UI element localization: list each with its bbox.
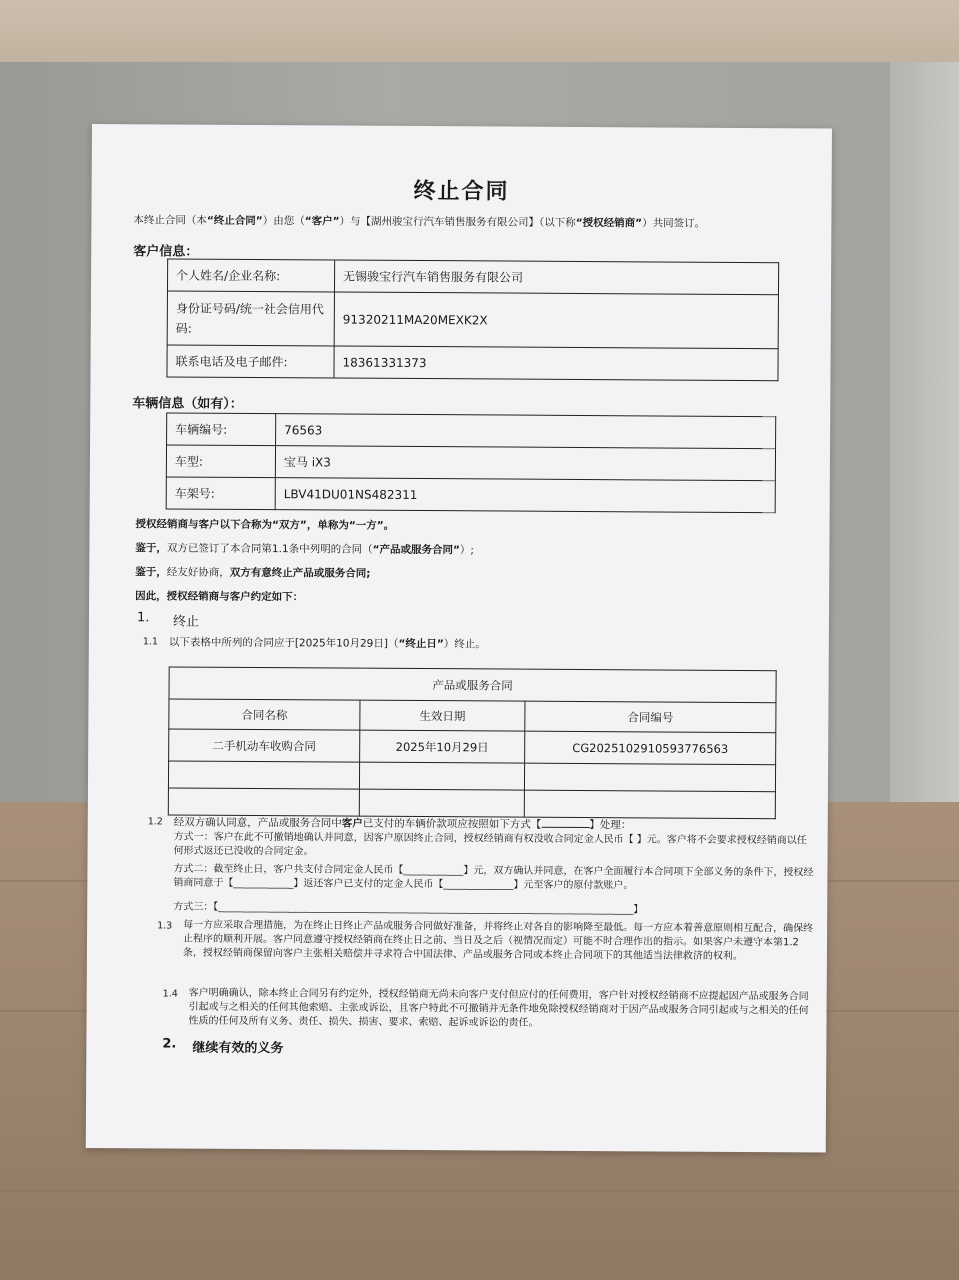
intro-term-termination-contract: “终止合同”: [206, 214, 263, 228]
vehicle-number-label: 车辆编号:: [167, 413, 276, 446]
contract-number: [524, 790, 775, 819]
method-blank: [541, 827, 589, 828]
recital-therefore: 因此，授权经销商与客户约定如下：: [135, 590, 304, 604]
contract-date: [359, 789, 524, 817]
section-1-title: 终止: [172, 614, 200, 630]
table-row: [166, 477, 775, 513]
intro-text: 本终止合同（本: [133, 214, 207, 227]
section-2-title: 继续有效的义务: [192, 1040, 284, 1057]
section-1-number: 1.: [136, 610, 150, 626]
column-header: 合同名称: [169, 699, 360, 730]
contract-number: [524, 763, 775, 792]
contract-date: [359, 762, 524, 790]
recital-text: 鉴于，: [135, 542, 167, 555]
recital-whereas-1: [135, 540, 474, 557]
clause-1-4-text: 客户明确确认，除本终止合同另有约定外，授权经销商无尚未向客户支付但应付的任何费用，客户针对授权经销商不应提起因产品或服务合同引起或与之相关的任何其他索赔、主张或诉讼，且客户特此不可撤销并无条件地免除授权经销商对于因产品或服务合同引起或与之相关的任何性质的任何及所有义务、责任、损失、损害、要求、索赔、起诉或诉讼的责任。: [188, 987, 809, 1029]
recital-text: 双方有意终止产品或服务合同;: [229, 566, 371, 580]
contract-name: 二手机动车收购合同: [169, 729, 360, 762]
customer-contact-value: 18361331373: [334, 346, 778, 381]
column-header: 合同编号: [525, 701, 776, 733]
contract-number: CG2025102910593776563: [525, 731, 776, 765]
clause-1-2-number: 1.2: [147, 816, 163, 828]
vehicle-info-table: [166, 412, 777, 513]
clause-text: 经双方确认同意，产品或服务合同中: [173, 816, 342, 830]
clause-1-2-method-2: 方式二：截至终止日，客户共支付合同定金人民币【____________】元，双方确认并同意，在客户全面履行本合同项下全部义务的条件下，授权经销商同意于【____________】返还客户已支付的定金人民币【______________】元至客户的原付款账户。: [173, 863, 814, 892]
clause-1-2-method-3: 方式三：【___________________________________________________________________________________】: [173, 901, 644, 916]
clause-1-1: [169, 634, 486, 651]
table-row: [166, 445, 775, 481]
customer-contact-label: 联系电话及电子邮件:: [167, 345, 334, 378]
recital-whereas-2: [135, 564, 370, 580]
clause-1-3-number: 1.3: [157, 920, 173, 932]
vehicle-model-value: 宝马 iX3: [275, 446, 775, 481]
contracts-caption: 产品或服务合同: [169, 667, 776, 703]
clause-text: ）终止。: [443, 638, 486, 651]
intro-term-customer: “客户”: [304, 215, 340, 228]
clause-1-1-number: 1.1: [142, 636, 158, 648]
clause-text: 以下表格中所列的合同应于[2025年10月29日]（: [168, 636, 399, 650]
clause-1-2-method-1: 方式一：客户在此不可撤销地确认并同意，因客户原因终止合同，授权经销商有权没收合同定金人民币【 】元。客户将不会要求授权经销商以任何形式返还已没收的合同定金。: [173, 831, 807, 858]
table-row: [169, 729, 776, 765]
clause-text: 】处理：: [589, 819, 632, 832]
contract-name: [168, 761, 359, 789]
vehicle-vin-label: 车架号:: [166, 477, 275, 510]
table-row: [167, 291, 778, 349]
recital-term: “产品或服务合同”: [372, 543, 460, 557]
customer-name-value: 无锡骏宝行汽车销售服务有限公司: [334, 260, 778, 295]
column-header: 生效日期: [360, 700, 525, 731]
customer-info-table: [166, 258, 779, 381]
recital-text: 鉴于，: [135, 566, 167, 579]
clause-1-2-intro: [174, 815, 632, 833]
vehicle-info-heading: 车辆信息（如有）：: [132, 396, 243, 412]
clause-text: 已支付的车辆价款项应按照如下方式【: [362, 817, 542, 831]
customer-info-heading: 客户信息：: [133, 244, 199, 260]
desk-grain: [0, 1190, 959, 1192]
document-title: 终止合同: [413, 178, 510, 205]
intro-text: ）由您（: [262, 215, 305, 228]
clause-term: “终止日”: [398, 637, 444, 651]
vehicle-model-label: 车型:: [166, 445, 275, 478]
clause-1-4-number: 1.4: [162, 988, 178, 1000]
customer-name-label: 个人姓名/企业名称:: [167, 259, 334, 292]
background-shelf: [0, 0, 959, 62]
table-header-row: [169, 699, 776, 733]
contract-name: [168, 788, 359, 816]
customer-id-label: 身份证号码/统一社会信用代码:: [167, 291, 334, 346]
contract-date: 2025年10月29日: [360, 730, 525, 763]
background-wall-edge: [890, 62, 959, 802]
clause-1-3-text: 每一方应采取合理措施，为在终止日终止产品或服务合同做好准备，并将终止对各自的影响降至最低。每一方应本着善意原则相互配合，确保终止程序的顺利开展。客户同意遵守授权经销商在终止日之前、当日及之后（视情况而定）可能不时合理作出的指示。如果客户未遵守本第1.2条，授权经销商保留向客户主张相关赔偿并寻求符合中国法律、产品或服务合同或本终止合同项下的其他适当法律救济的权利。: [182, 919, 814, 962]
table-caption-row: [169, 667, 776, 703]
intro-paragraph: [133, 212, 705, 230]
recital-parties: 授权经销商与客户以下合称为“双方”，单称为“一方”。: [135, 518, 395, 532]
customer-id-value: 91320211MA20MEXK2X: [334, 292, 778, 349]
table-row: [167, 413, 776, 449]
intro-text: ）共同签订。: [642, 217, 706, 230]
section-2-number: 2.: [162, 1036, 177, 1052]
clause-term: 客户: [341, 817, 363, 830]
intro-term-dealer: “授权经销商”: [575, 216, 643, 230]
table-row: [168, 761, 775, 792]
recital-text: ）;: [459, 544, 475, 557]
recital-text: 经友好协商，: [166, 566, 230, 579]
intro-text: ）与【湖州骏宝行汽车销售服务有限公司】（以下称: [339, 215, 576, 229]
table-row: [167, 259, 778, 295]
contract-paper: [86, 124, 832, 1153]
recital-text: 双方已签订了本合同第1.1条中列明的合同（: [166, 542, 373, 556]
table-row: [167, 345, 778, 381]
contracts-table: [168, 666, 777, 819]
vehicle-number-value: 76563: [276, 414, 776, 449]
vehicle-vin-value: LBV41DU01NS482311: [275, 478, 775, 513]
